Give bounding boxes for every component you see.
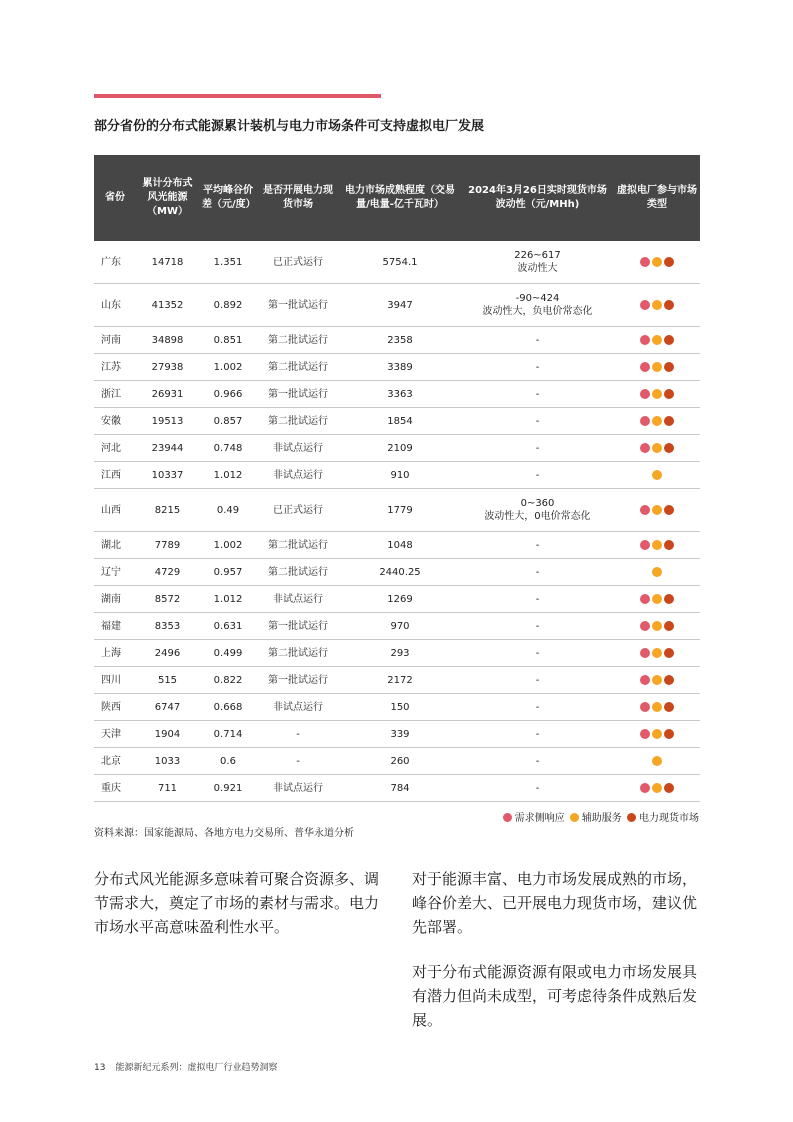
cell-price-diff: 1.002 [199, 354, 257, 381]
legend-label: 辅助服务 [581, 813, 622, 824]
cell-volatility [461, 489, 614, 532]
cell-capacity: 23944 [136, 435, 199, 462]
cell-vpp-types [614, 489, 700, 532]
cell-capacity: 515 [136, 667, 199, 694]
cell-volatility [461, 586, 614, 613]
cell-vpp-types [614, 559, 700, 586]
table-row [94, 354, 700, 381]
cell-volatility [461, 559, 614, 586]
legend-item-spot-market [627, 813, 699, 824]
demand-response-dot-icon [640, 362, 650, 372]
cell-volatility [461, 694, 614, 721]
cell-volatility [461, 435, 614, 462]
cell-capacity: 14718 [136, 241, 199, 284]
volatility-range: - [535, 442, 540, 454]
table-row [94, 381, 700, 408]
header-maturity: 电力市场成熟程度（交易量/电量-亿千瓦时） [339, 155, 461, 241]
cell-price-diff: 0.49 [199, 489, 257, 532]
demand-response-dot-icon [640, 505, 650, 515]
cell-maturity: 260 [339, 748, 461, 775]
cell-spot-market: 第二批试运行 [257, 559, 339, 586]
cell-volatility [461, 408, 614, 435]
cell-province: 河北 [94, 435, 136, 462]
table-row [94, 748, 700, 775]
cell-volatility [461, 721, 614, 748]
spot-market-dot-icon [664, 702, 674, 712]
ancillary-service-dot-icon [652, 505, 662, 515]
cell-province: 江西 [94, 462, 136, 489]
cell-spot-market: 第二批试运行 [257, 408, 339, 435]
paragraph-right-1: 对于能源丰富、电力市场发展成熟的市场，峰谷价差大、已开展电力现货市场，建议优先部署。 [412, 870, 698, 936]
cell-price-diff: 1.002 [199, 532, 257, 559]
volatility-range: - [535, 593, 540, 605]
cell-maturity: 784 [339, 775, 461, 802]
table-row [94, 435, 700, 462]
cell-volatility [461, 327, 614, 354]
cell-province: 重庆 [94, 775, 136, 802]
demand-response-dot-icon [640, 300, 650, 310]
ancillary-service-dot-icon [652, 702, 662, 712]
spot-market-dot-icon [664, 540, 674, 550]
cell-capacity: 2496 [136, 640, 199, 667]
header-volatility: 2024年3月26日实时现货市场波动性（元/MHh) [461, 155, 614, 241]
ancillary-service-dot-icon [652, 756, 662, 766]
cell-vpp-types [614, 284, 700, 327]
table-row [94, 532, 700, 559]
cell-price-diff: 0.6 [199, 748, 257, 775]
cell-province: 安徽 [94, 408, 136, 435]
cell-maturity: 910 [339, 462, 461, 489]
volatility-range: - [535, 782, 540, 794]
volatility-range: - [535, 701, 540, 713]
cell-maturity: 1779 [339, 489, 461, 532]
accent-bar [94, 94, 381, 98]
volatility-note: 波动性大，0电价常态化 [484, 511, 591, 522]
table-row [94, 613, 700, 640]
cell-maturity: 3389 [339, 354, 461, 381]
ancillary-service-dot-icon [652, 621, 662, 631]
cell-volatility [461, 241, 614, 284]
cell-province: 湖南 [94, 586, 136, 613]
cell-capacity: 7789 [136, 532, 199, 559]
table-row [94, 408, 700, 435]
cell-spot-market: 非试点运行 [257, 462, 339, 489]
volatility-range: - [535, 388, 540, 400]
cell-volatility [461, 284, 614, 327]
volatility-note: 波动性大，负电价常态化 [482, 306, 593, 317]
cell-price-diff: 0.748 [199, 435, 257, 462]
cell-volatility [461, 667, 614, 694]
spot-market-dot-icon [664, 783, 674, 793]
cell-spot-market: 第一批试运行 [257, 667, 339, 694]
ancillary-service-dot-icon [652, 362, 662, 372]
cell-volatility [461, 613, 614, 640]
cell-capacity: 8353 [136, 613, 199, 640]
spot-market-dot-icon [664, 648, 674, 658]
spot-market-dot-icon [664, 362, 674, 372]
spot-market-dot-icon [664, 389, 674, 399]
ancillary-service-dot-icon [652, 729, 662, 739]
cell-vpp-types [614, 408, 700, 435]
legend-label: 需求侧响应 [514, 813, 565, 824]
table-row [94, 462, 700, 489]
volatility-range: - [535, 620, 540, 632]
cell-price-diff: 1.012 [199, 462, 257, 489]
ancillary-service-dot-icon [652, 567, 662, 577]
cell-vpp-types [614, 381, 700, 408]
cell-maturity: 2172 [339, 667, 461, 694]
volatility-range: - [535, 334, 540, 346]
cell-spot-market: 第二批试运行 [257, 327, 339, 354]
cell-volatility [461, 462, 614, 489]
demand-response-dot-icon [640, 621, 650, 631]
cell-province: 江苏 [94, 354, 136, 381]
cell-spot-market: 非试点运行 [257, 586, 339, 613]
cell-vpp-types [614, 694, 700, 721]
volatility-range: - [535, 469, 540, 481]
cell-province: 上海 [94, 640, 136, 667]
demand-response-dot-icon [640, 540, 650, 550]
cell-province: 陕西 [94, 694, 136, 721]
cell-price-diff: 0.668 [199, 694, 257, 721]
cell-maturity: 1269 [339, 586, 461, 613]
spot-market-dot-icon [664, 621, 674, 631]
demand-response-dot-icon [640, 416, 650, 426]
header-vpp-types: 虚拟电厂参与市场类型 [614, 155, 700, 241]
cell-spot-market: 第二批试运行 [257, 640, 339, 667]
cell-vpp-types [614, 586, 700, 613]
header-price-diff: 平均峰谷价差（元/度） [199, 155, 257, 241]
spot-market-dot-icon [664, 675, 674, 685]
ancillary-service-dot-icon [652, 335, 662, 345]
cell-spot-market: 第二批试运行 [257, 354, 339, 381]
cell-maturity: 5754.1 [339, 241, 461, 284]
table-row [94, 721, 700, 748]
ancillary-service-dot-icon [652, 416, 662, 426]
spot-market-dot-icon [664, 300, 674, 310]
cell-maturity: 2440.25 [339, 559, 461, 586]
header-province: 省份 [94, 155, 136, 241]
cell-capacity: 8572 [136, 586, 199, 613]
paragraph-left: 分布式风光能源多意味着可聚合资源多、调节需求大，奠定了市场的素材与需求。电力市场水平高意味盈利性水平。 [94, 870, 380, 936]
cell-price-diff: 0.851 [199, 327, 257, 354]
source-note: 资料来源：国家能源局、各地方电力交易所、普华永道分析 [94, 828, 354, 839]
ancillary-service-dot-icon [652, 783, 662, 793]
volatility-range: - [535, 361, 540, 373]
cell-capacity: 1904 [136, 721, 199, 748]
legend-item-demand-response [503, 813, 565, 824]
legend-label: 电力现货市场 [639, 813, 699, 824]
spot-market-dot-icon [664, 416, 674, 426]
volatility-range: - [535, 566, 540, 578]
ancillary-service-dot-icon [652, 470, 662, 480]
cell-vpp-types [614, 435, 700, 462]
cell-spot-market: 已正式运行 [257, 241, 339, 284]
ancillary-service-dot-icon [652, 675, 662, 685]
ancillary-service-dot-icon [652, 540, 662, 550]
cell-vpp-types [614, 354, 700, 381]
cell-capacity: 1033 [136, 748, 199, 775]
cell-spot-market: 第二批试运行 [257, 532, 339, 559]
cell-spot-market: 非试点运行 [257, 775, 339, 802]
cell-capacity: 27938 [136, 354, 199, 381]
cell-volatility [461, 354, 614, 381]
volatility-range: 226~617 [514, 250, 561, 261]
spot-market-dot-icon [664, 505, 674, 515]
table-row [94, 284, 700, 327]
ancillary-service-dot-icon [652, 257, 662, 267]
cell-vpp-types [614, 532, 700, 559]
cell-province: 山东 [94, 284, 136, 327]
table-row [94, 775, 700, 802]
cell-price-diff: 1.351 [199, 241, 257, 284]
table-row [94, 667, 700, 694]
cell-capacity: 26931 [136, 381, 199, 408]
spot-market-dot-icon [627, 813, 636, 822]
table-row [94, 489, 700, 532]
spot-market-dot-icon [664, 729, 674, 739]
cell-maturity: 970 [339, 613, 461, 640]
cell-capacity: 4729 [136, 559, 199, 586]
paragraph-right-2: 对于分布式能源资源有限或电力市场发展具有潜力但尚未成型，可考虑待条件成熟后发展。 [412, 963, 698, 1029]
header-capacity: 累计分布式风光能源（MW） [136, 155, 199, 241]
volatility-range: - [535, 728, 540, 740]
cell-capacity: 8215 [136, 489, 199, 532]
volatility-range: - [535, 539, 540, 551]
cell-volatility [461, 532, 614, 559]
cell-province: 山西 [94, 489, 136, 532]
volatility-range: -90~424 [515, 293, 560, 304]
cell-price-diff: 0.892 [199, 284, 257, 327]
footer-title: 能源新纪元系列：虚拟电厂行业趋势洞察 [115, 1063, 278, 1073]
cell-vpp-types [614, 667, 700, 694]
table-header-row [94, 155, 700, 241]
header-spot-market: 是否开展电力现货市场 [257, 155, 339, 241]
demand-response-dot-icon [640, 729, 650, 739]
spot-market-dot-icon [664, 257, 674, 267]
cell-capacity: 711 [136, 775, 199, 802]
legend-item-ancillary-service [570, 813, 622, 824]
ancillary-service-dot-icon [652, 300, 662, 310]
cell-spot-market: - [257, 748, 339, 775]
cell-province: 四川 [94, 667, 136, 694]
table-row [94, 640, 700, 667]
cell-maturity: 1854 [339, 408, 461, 435]
cell-province: 天津 [94, 721, 136, 748]
volatility-range: - [535, 415, 540, 427]
cell-province: 辽宁 [94, 559, 136, 586]
cell-volatility [461, 748, 614, 775]
cell-price-diff: 1.012 [199, 586, 257, 613]
cell-price-diff: 0.714 [199, 721, 257, 748]
cell-capacity: 41352 [136, 284, 199, 327]
spot-market-dot-icon [664, 335, 674, 345]
cell-province: 湖北 [94, 532, 136, 559]
cell-maturity: 293 [339, 640, 461, 667]
cell-price-diff: 0.631 [199, 613, 257, 640]
cell-price-diff: 0.921 [199, 775, 257, 802]
cell-vpp-types [614, 748, 700, 775]
demand-response-dot-icon [640, 389, 650, 399]
cell-volatility [461, 381, 614, 408]
ancillary-service-dot-icon [652, 389, 662, 399]
cell-maturity: 339 [339, 721, 461, 748]
cell-price-diff: 0.822 [199, 667, 257, 694]
volatility-range: - [535, 647, 540, 659]
ancillary-service-dot-icon [652, 594, 662, 604]
demand-response-dot-icon [640, 648, 650, 658]
cell-capacity: 19513 [136, 408, 199, 435]
volatility-range: - [535, 755, 540, 767]
legend [501, 809, 699, 824]
page-number: 13 [94, 1063, 106, 1073]
cell-maturity: 3363 [339, 381, 461, 408]
cell-spot-market: 第一批试运行 [257, 613, 339, 640]
cell-spot-market: 非试点运行 [257, 694, 339, 721]
spot-market-dot-icon [664, 443, 674, 453]
cell-province: 福建 [94, 613, 136, 640]
cell-province: 北京 [94, 748, 136, 775]
demand-response-dot-icon [640, 257, 650, 267]
cell-capacity: 10337 [136, 462, 199, 489]
cell-maturity: 2109 [339, 435, 461, 462]
cell-vpp-types [614, 721, 700, 748]
cell-spot-market: 第一批试运行 [257, 284, 339, 327]
table-row [94, 586, 700, 613]
table-body [94, 241, 700, 802]
cell-volatility [461, 640, 614, 667]
spot-market-dot-icon [664, 594, 674, 604]
demand-response-dot-icon [640, 594, 650, 604]
page-footer [94, 1060, 277, 1073]
demand-response-dot-icon [640, 335, 650, 345]
cell-volatility [461, 775, 614, 802]
demand-response-dot-icon [640, 702, 650, 712]
province-table [94, 155, 700, 802]
volatility-range: - [535, 674, 540, 686]
cell-maturity: 1048 [339, 532, 461, 559]
demand-response-dot-icon [640, 783, 650, 793]
cell-price-diff: 0.966 [199, 381, 257, 408]
cell-spot-market: 非试点运行 [257, 435, 339, 462]
cell-spot-market: 已正式运行 [257, 489, 339, 532]
cell-spot-market: 第一批试运行 [257, 381, 339, 408]
demand-response-dot-icon [503, 813, 512, 822]
cell-vpp-types [614, 613, 700, 640]
cell-vpp-types [614, 241, 700, 284]
cell-province: 浙江 [94, 381, 136, 408]
cell-maturity: 150 [339, 694, 461, 721]
cell-vpp-types [614, 640, 700, 667]
table-row [94, 241, 700, 284]
cell-vpp-types [614, 327, 700, 354]
cell-spot-market: - [257, 721, 339, 748]
cell-capacity: 6747 [136, 694, 199, 721]
table-row [94, 694, 700, 721]
cell-capacity: 34898 [136, 327, 199, 354]
ancillary-service-dot-icon [652, 443, 662, 453]
table-title: 部分省份的分布式能源累计装机与电力市场条件可支持虚拟电厂发展 [94, 119, 485, 134]
demand-response-dot-icon [640, 443, 650, 453]
volatility-range: 0~360 [520, 498, 555, 509]
cell-price-diff: 0.857 [199, 408, 257, 435]
cell-province: 广东 [94, 241, 136, 284]
cell-maturity: 2358 [339, 327, 461, 354]
demand-response-dot-icon [640, 675, 650, 685]
cell-vpp-types [614, 462, 700, 489]
cell-price-diff: 0.499 [199, 640, 257, 667]
table-row [94, 327, 700, 354]
table-row [94, 559, 700, 586]
cell-price-diff: 0.957 [199, 559, 257, 586]
cell-vpp-types [614, 775, 700, 802]
volatility-note: 波动性大 [517, 263, 558, 274]
ancillary-service-dot-icon [652, 648, 662, 658]
cell-maturity: 3947 [339, 284, 461, 327]
ancillary-service-dot-icon [570, 813, 579, 822]
cell-province: 河南 [94, 327, 136, 354]
